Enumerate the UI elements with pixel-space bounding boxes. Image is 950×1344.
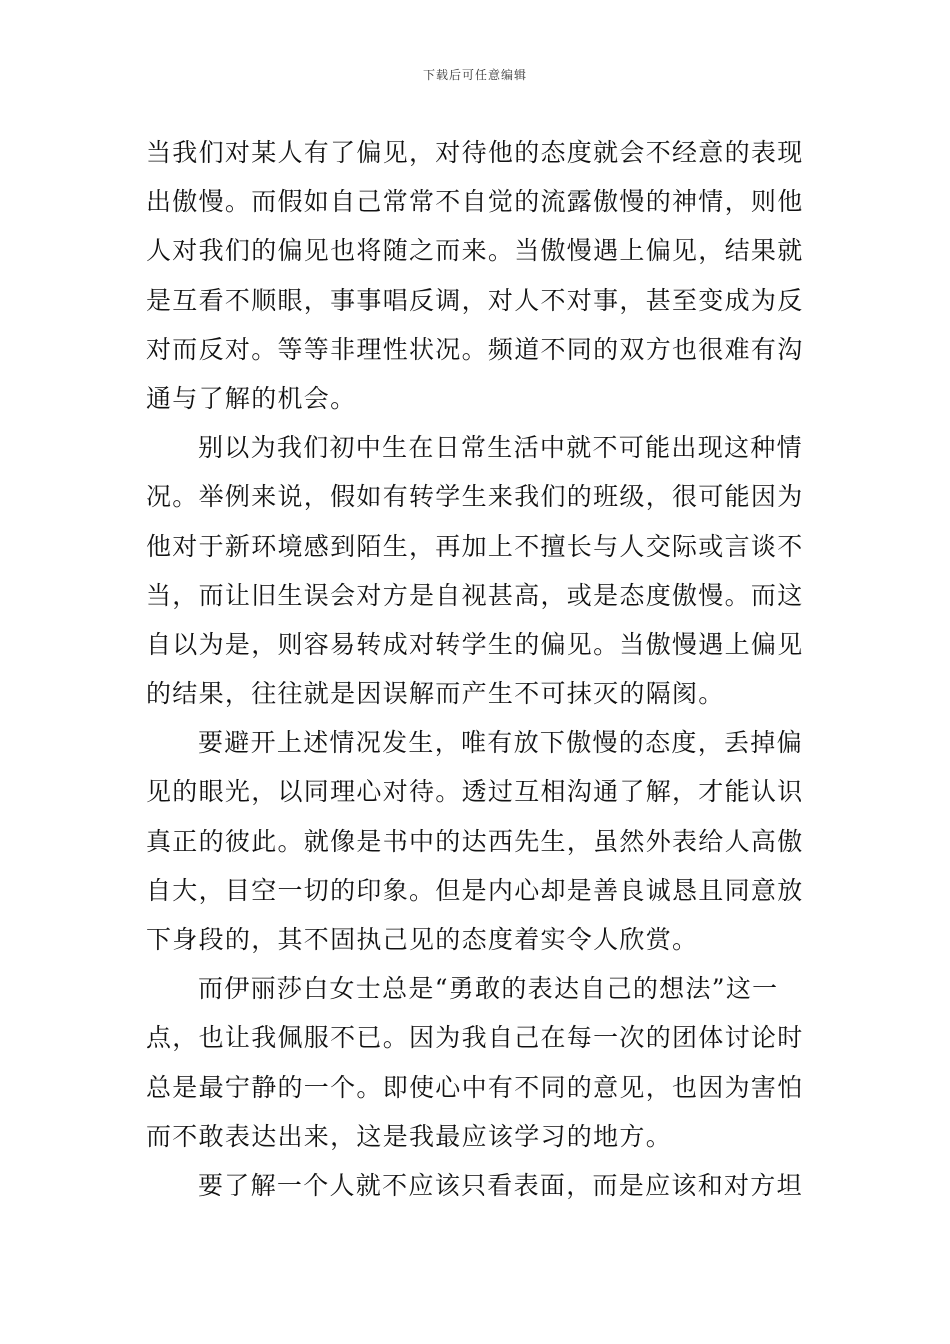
text-line: 自以为是，则容易转成对转学生的偏见。当傲慢遇上偏见 <box>146 629 804 659</box>
text-line: 而不敢表达出来，这是我最应该学习的地方。 <box>146 1121 673 1151</box>
text-line: 况。举例来说，假如有转学生来我们的班级，很可能因为 <box>146 482 804 512</box>
text-line: 对而反对。等等非理性状况。频道不同的双方也很难有沟 <box>146 334 804 364</box>
text-line: 当，而让旧生误会对方是自视甚高，或是态度傲慢。而这 <box>146 580 804 610</box>
text-line: 要避开上述情况发生，唯有放下傲慢的态度，丢掉偏 <box>198 728 803 758</box>
text-line: 总是最宁静的一个。即使心中有不同的意见，也因为害怕 <box>146 1072 804 1102</box>
text-line: 见的眼光，以同理心对待。透过互相沟通了解，才能认识 <box>146 777 804 807</box>
text-line: 他对于新环境感到陌生，再加上不擅长与人交际或言谈不 <box>146 531 804 561</box>
text-line: 通与了解的机会。 <box>146 383 357 413</box>
text-line: 真正的彼此。就像是书中的达西先生，虽然外表给人高傲 <box>146 826 804 856</box>
text-line: 下身段的，其不固执己见的态度着实令人欣赏。 <box>146 925 699 954</box>
text-line: 自大，目空一切的印象。但是内心却是善良诚恳且同意放 <box>146 875 804 905</box>
text-line: 是互看不顺眼，事事唱反调，对人不对事，甚至变成为反 <box>146 285 804 315</box>
text-line: 当我们对某人有了偏见，对待他的态度就会不经意的表现 <box>146 138 804 167</box>
text-line: 点，也让我佩服不已。因为我自己在每一次的团体讨论时 <box>146 1023 804 1053</box>
text-line: 人对我们的偏见也将随之而来。当傲慢遇上偏见，结果就 <box>146 236 804 266</box>
page-header-note: 下载后可任意编辑 <box>422 68 527 82</box>
text-line: 出傲慢。而假如自己常常不自觉的流露傲慢的神情，则他 <box>146 187 804 217</box>
text-line: 别以为我们初中生在日常生活中就不可能出现这种情 <box>198 433 803 463</box>
text-line: 要了解一个人就不应该只看表面，而是应该和对方坦 <box>198 1170 803 1200</box>
body-text <box>146 128 816 1210</box>
text-line: 而伊丽莎白女士总是“勇敢的表达自己的想法”这一 <box>198 974 779 1004</box>
text-line: 的结果，往往就是因误解而产生不可抹灭的隔阂。 <box>146 679 725 709</box>
